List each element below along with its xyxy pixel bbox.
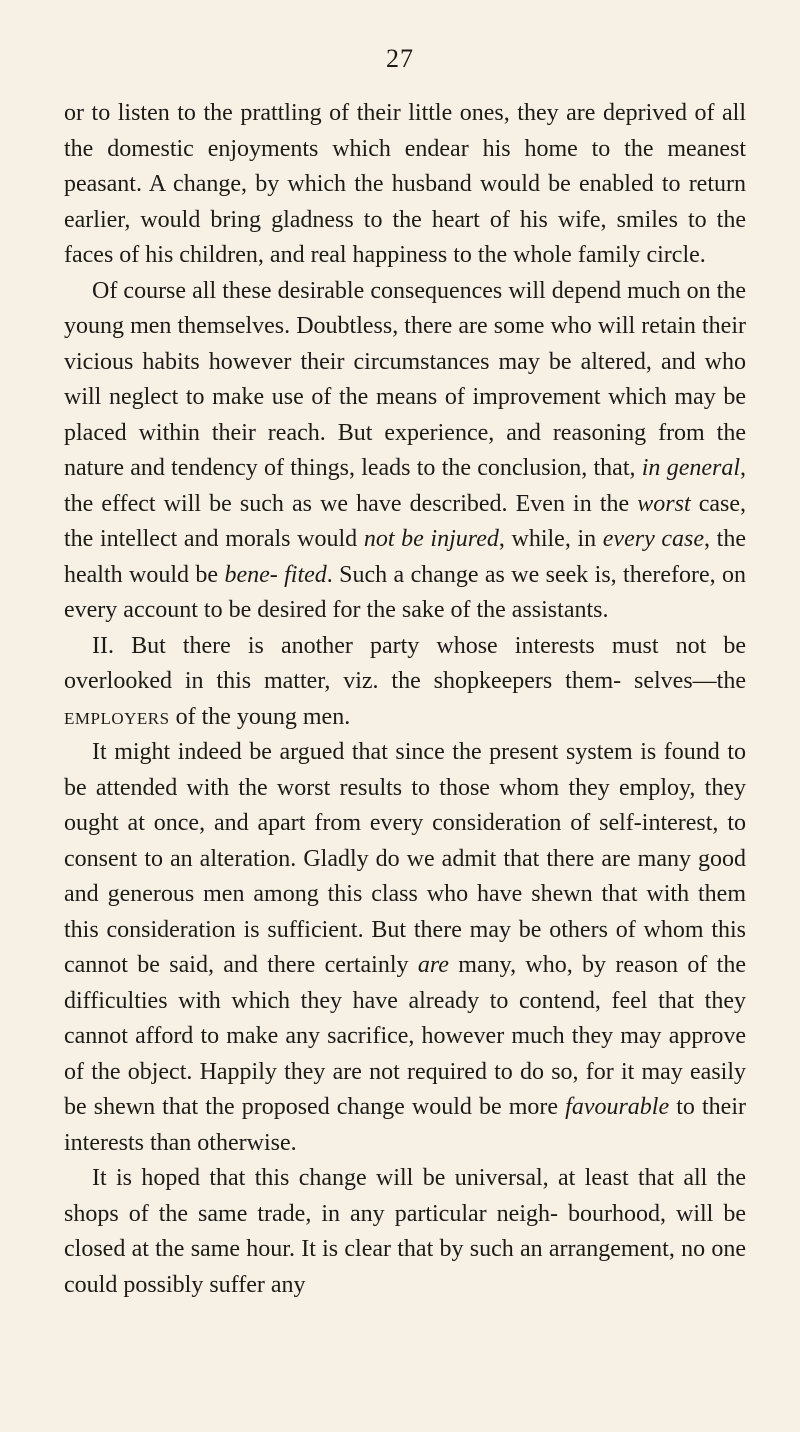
- italic-run: bene- fited: [224, 561, 327, 588]
- text-run: to their interests than otherwise.: [64, 1094, 746, 1156]
- text-run: , while, in: [498, 526, 603, 552]
- italic-run: favourable: [558, 1094, 670, 1120]
- paragraph: [64, 629, 746, 736]
- text-run: case, the intellect and morals would: [64, 490, 747, 552]
- text-run: II. But there is another party whose interests must not be overlooked in this matter, viz. the shopkeepers them- selves—the: [64, 632, 746, 694]
- small-caps-run: employers: [64, 703, 170, 730]
- italic-run: in general: [641, 455, 741, 481]
- paragraph: [64, 274, 746, 629]
- text-run: Of course all these desirable consequences will depend much on the young men themselves. Doubtless, there are some who will retain their vicious habits however their circumstances may be altered, and who will neglect to make use of the means of improvement which may be placed within their reach. But experience, and reasoning from the nature and tendency of things, leads to the conclusion, that,: [64, 277, 746, 481]
- text-run: It is hoped that this change will be universal, at least that all the shops of the same trade, in any particular neigh- bourhood, will be closed at the same hour. It is clear that by such an arrangement, no one could possibly suffer any: [64, 1165, 746, 1298]
- text-run: It might indeed be argued that since the present system is found to be attended with the worst results to those whom they employ, they ought at once, and apart from every consideration of self-interest, to consent to an alteration. Gladly do we admit that there are many good and generous men among this class who have shewn that with them this consideration is sufficient. But there may be others of whom this cannot be said, and there certainly: [64, 739, 746, 978]
- text-run: , the effect will be such as we have described. Even in the: [64, 455, 747, 517]
- text-run: . Such a change as we seek is, therefore, on every account to be desired for the sake of the assistants.: [64, 561, 747, 623]
- italic-run: every case: [602, 526, 705, 552]
- italic-run: worst: [637, 490, 691, 517]
- italic-run: not be injured: [363, 526, 499, 552]
- text-run: many, who, by reason of the difficulties with which they have already to contend, feel that they cannot afford to make any sacrifice, however much they may approve of the object. Happily they are not required to do so, for it may easily be shewn that the proposed change would be: [64, 952, 747, 1120]
- text-run: more: [508, 1094, 559, 1120]
- text-run: or to listen to the prattling of their little ones, they are deprived of all the domestic enjoyments which endear his home to the meanest peasant. A change, by which the husband would be enabled to return earlier, would bring gladness to the heart of his wife, smiles to the faces of his children, and real happiness to the whole family circle.: [64, 100, 746, 268]
- paragraph: [64, 735, 746, 1161]
- text-run: of the young men.: [169, 703, 351, 730]
- italic-run: are: [417, 952, 449, 978]
- paragraph: [64, 96, 746, 274]
- text-run: , the health would be: [64, 526, 746, 588]
- body-text: [64, 96, 746, 1303]
- paragraph: [64, 1161, 746, 1303]
- page-number: 27: [386, 44, 414, 73]
